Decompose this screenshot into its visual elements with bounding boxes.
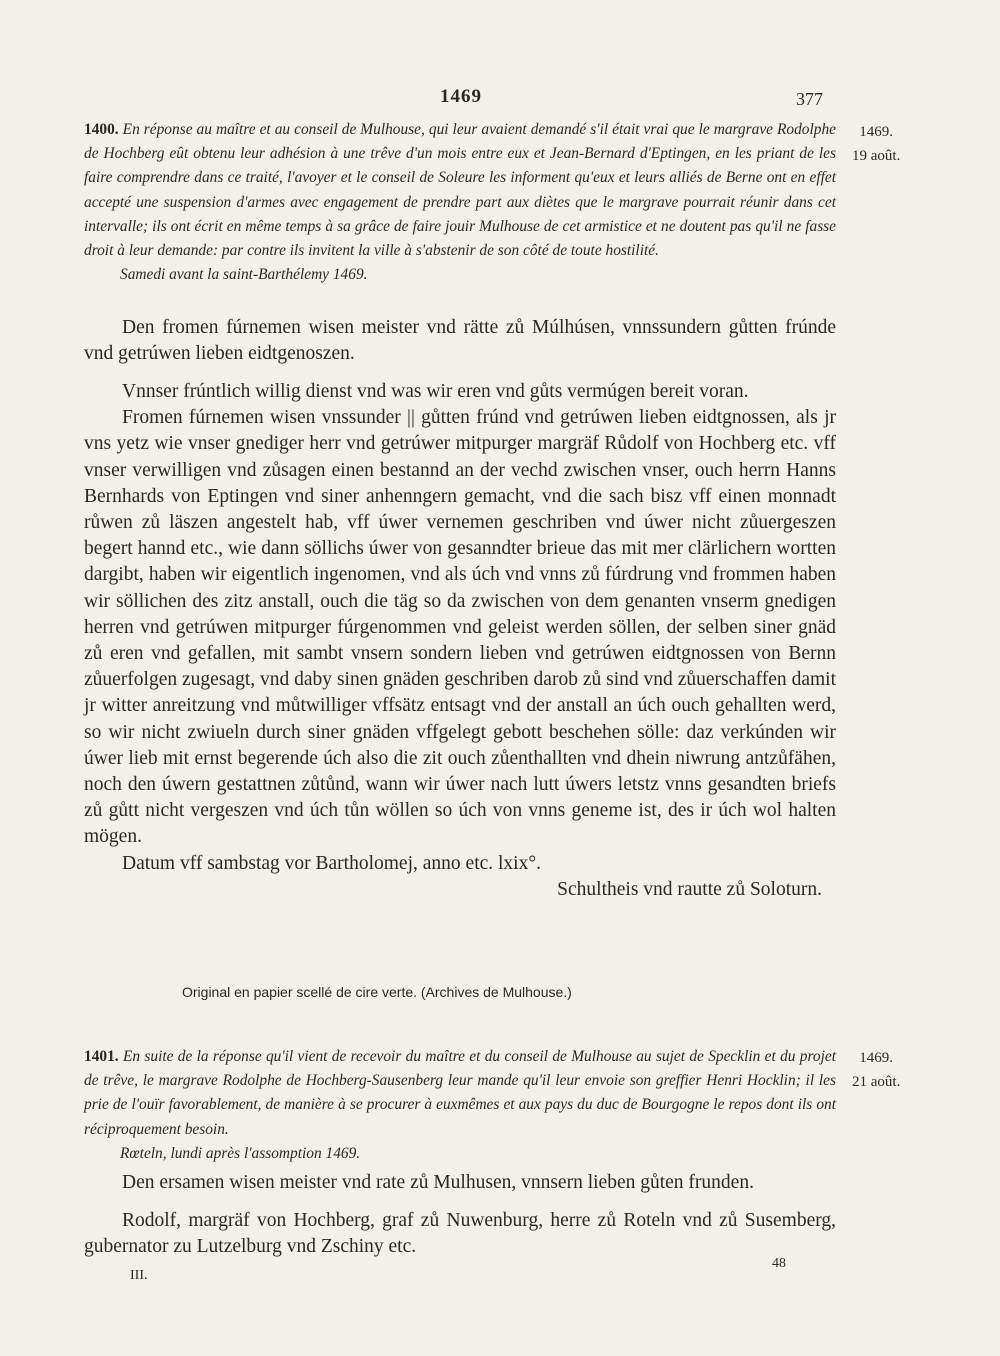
letter-body-1400	[84, 379, 836, 903]
margin-day-1401: 21 août.	[852, 1074, 901, 1090]
address-1401: Den ersamen wisen meister vnd rate zů Mulhusen, vnnsern lieben gůten frunden.	[122, 1172, 754, 1193]
regest-text-1400: En réponse au maître et au conseil de Mulhouse, qui leur avaient demandé s'il était vrai que le margrave Rodolphe de Hochberg eût obtenu leur adhésion à une trêve d'un mois entre eux et Jean-Bernard d'Eptingen, en les priant de les faire comprendre dans ce traité, l'avoyer et le conseil de Soleure les informent qu'eux et leurs alliés de Berne ont en effet accepté une suspension d'armes avec engagement de prendre part aux diètes que le margrave pourrait réunir dans cet intervalle; ils ont écrit en même temps à sa grâce de faire jouir Mulhouse de cet armistice et ne doutent pas qu'il ne fasse droit à leur demande: par contre ils invitent la ville à s'abstenir de son côté de toute hostilité.	[84, 121, 836, 260]
regest-1400	[84, 118, 836, 287]
margin-date-1400	[852, 120, 900, 168]
running-header-year: 1469	[440, 86, 482, 107]
margin-year-1400: 1469.	[859, 124, 894, 140]
margin-date-1401	[852, 1046, 900, 1094]
greeting-paragraph: Vnnser frúntlich willig dienst vnd was wir eren vnd gůts vermúgen bereit voran.	[122, 381, 749, 402]
page-number: 377	[796, 89, 823, 109]
address-1400: Den fromen fúrnemen wisen meister vnd rätte zů Múlhúsen, vnnssundern gůtten frúnde vnd getrúwen lieben eidtgenoszen.	[84, 317, 836, 364]
volume-number: III.	[130, 1268, 148, 1283]
document-number-1401: 1401.	[84, 1048, 119, 1065]
letter-body-1401	[84, 1208, 836, 1260]
document-number-1400: 1400.	[84, 121, 119, 138]
main-paragraph: Fromen fúrnemen wisen vnssunder || gůtten frúnd vnd getrúwen lieben eidtgnossen, als jr vns yetz wie vnser gnediger herr vnd getrúwer mitpurger margräf Růdolf von Hochberg etc. vff vnser verwilligen vnd zůsagen einen bestannd an der vechd zwischen vnser, ouch herrn Hanns Bernhards von Eptingen vnd siner anhenngern gemacht, vnd die sach bisz vff einen monnadt růwen zů läszen angestelt hab, vff úwer vernemen geschriben vnd úwer nicht zůuergeszen begert hannd etc., wie dann söllichs úwer von gesanndter brieue das mit mer clärlichern wortten dargibt, haben wir eigentlich ingenomen, vnd als úch vnd vnns zů fúrdrung vnd frommen haben wir söllichen des zitz anstall, ouch die täg so da zwischen von dem genanten vnserm gnedigen herren vnd getrúwen mitpurger fúrgenommen vnd geleist werden söllen, der selben siner gnäd zů eren vnd gefallen, mit sambt vnsern sondern lieben vnd getrúwen eidtgnossen von Bernn zůuerfolgen zugesagt, vnd daby sinen gnäden geschriben darob zů sind vnd zůuerschaffen damit jr witter anreitzung vnd můtwilliger vffsätz entsagt vnd der anstall an úch ouch gehallten werd, so wir nicht zwiueln durch siner gnäden vffgelegt gebott beschehen sölle: daz verkúnden wir úwer lieb mit ernst begerende úch also die zit ouch zůenthallten vnd dhein niwrung antzůfähen, noch den úwern gestattnen zůtůnd, wann wir úwer nach lutt úwers letstz vnns gesandten briefs zů gůtt nicht vergeszen vnd úch tůn wöllen so úch von vnns geneme ist, des ir úch wol halten mögen.	[84, 407, 836, 848]
signature: Schultheis vnd rautte zů Soloturn.	[557, 878, 822, 900]
margin-year-1401: 1469.	[859, 1050, 894, 1066]
archive-note: Original en papier scellé de cire verte. (Archives de Mulhouse.)	[182, 984, 572, 1000]
regest-1401	[84, 1045, 836, 1166]
opening-paragraph-1401: Rodolf, margräf von Hochberg, graf zů Nuwenburg, herre zů Roteln vnd zů Susemberg, gubernator zu Lutzelburg vnd Zschiny etc.	[84, 1210, 836, 1258]
date-line-1400: Samedi avant la saint-Barthélemy 1469.	[120, 266, 368, 284]
margin-day-1400: 19 août.	[852, 148, 901, 164]
regest-text-1401: En suite de la réponse qu'il vient de recevoir du maître et du conseil de Mulhouse au sujet de Specklin et du projet de trêve, le margrave Rodolphe de Hochberg-Sausenberg leur mande qu'il leur envoie son greffier Henri Hocklin; il les prie de l'ouïr favorablement, de manière à se procurer à euxmêmes et aux pays du duc de Bourgogne le repos dont ils ont réciproquement besoin.	[84, 1048, 836, 1138]
date-line-1401: Rœteln, lundi après l'assomption 1469.	[120, 1144, 361, 1162]
dating-clause: Datum vff sambstag vor Bartholomej, anno etc. lxix°.	[122, 852, 542, 874]
sheet-number: 48	[772, 1256, 786, 1271]
